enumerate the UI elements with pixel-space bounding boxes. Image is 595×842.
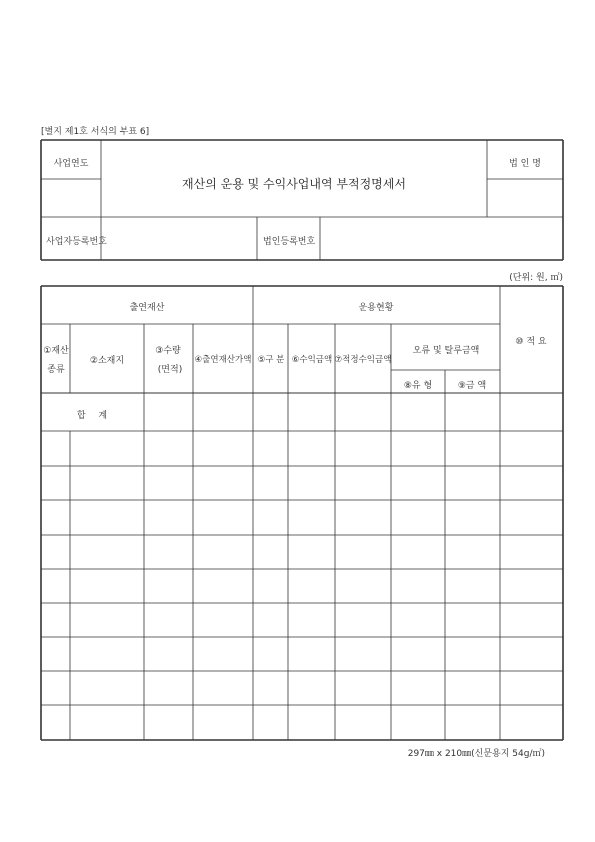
unit-note: (단위: 원, ㎡) [509, 273, 563, 283]
corporate-reg-no-field[interactable] [321, 218, 562, 259]
business-year-label: 사업연도 [53, 159, 89, 169]
group-error-header: 오류 및 탈루금액 [412, 346, 480, 356]
col-quantity-line1: ③수량 [155, 346, 181, 356]
col-classification: ⑤구 분 [257, 355, 285, 365]
business-reg-no-label: 사업자등록번호 [46, 237, 107, 247]
form-title: 재산의 운용 및 수익사업내역 부적정명세서 [182, 177, 406, 191]
corporate-reg-no-label: 법인등록번호 [263, 237, 316, 247]
business-reg-no-field[interactable] [102, 218, 256, 259]
col-property-type-line2: 종류 [47, 365, 65, 375]
col-property-type-line1: ①재산 [43, 346, 69, 356]
total-label: 합 계 [76, 411, 108, 421]
col-location: ②소재지 [89, 356, 125, 366]
paper-spec: 297㎜ x 210㎜(신문용지 54g/㎡) [407, 749, 545, 759]
col-quantity-line2: (면적) [157, 365, 183, 375]
corporation-name-field[interactable] [488, 180, 562, 216]
group-operation-header: 운용현황 [358, 303, 394, 313]
business-year-field[interactable] [42, 180, 100, 216]
corporation-name-label: 법 인 명 [509, 159, 541, 169]
col-remarks: ⑩ 적 요 [515, 337, 547, 347]
col-contributed-value: ④출연재산가액 [194, 355, 252, 365]
col-amount: ⑨금 액 [457, 381, 487, 391]
col-revenue: ⑥수익금액 [291, 355, 333, 365]
col-type: ⑧유 형 [403, 381, 433, 391]
group-contributed-header: 출연재산 [129, 303, 165, 313]
col-proper-revenue: ⑦적정수익금액 [334, 355, 392, 365]
attachment-note: [별지 제1호 서식의 부표 6] [41, 127, 150, 137]
